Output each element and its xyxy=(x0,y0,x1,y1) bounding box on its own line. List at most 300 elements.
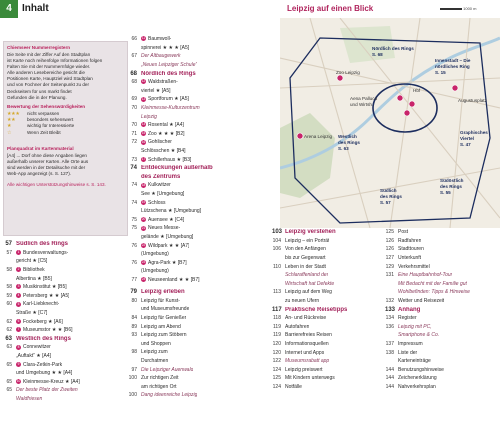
toc-entry[interactable] xyxy=(272,297,384,306)
toc-entry[interactable] xyxy=(3,317,128,326)
toc-entry[interactable] xyxy=(128,374,268,383)
toc-entry[interactable] xyxy=(128,78,268,87)
toc-entry[interactable] xyxy=(385,366,500,375)
toc-entry[interactable] xyxy=(385,228,500,237)
poi-number-badge: 17 xyxy=(141,156,146,161)
toc-section-heading[interactable] xyxy=(128,288,268,297)
page-title: Inhalt xyxy=(22,3,49,14)
toc-entry-text: Post xyxy=(398,229,409,236)
toc-entry-text: Leipzig mit PC, xyxy=(398,323,432,330)
toc-entry[interactable] xyxy=(3,395,128,404)
toc-column-3 xyxy=(272,228,384,391)
toc-entry[interactable] xyxy=(128,224,268,233)
toc-entry[interactable] xyxy=(128,112,268,121)
toc-page-number: 71 xyxy=(131,130,137,137)
toc-page-number: 66 xyxy=(131,36,137,43)
toc-entry[interactable] xyxy=(128,250,268,259)
toc-entry[interactable] xyxy=(272,237,384,246)
toc-entry-label xyxy=(285,238,329,244)
toc-entry-label xyxy=(398,255,421,261)
toc-entry-label xyxy=(141,298,180,304)
toc-entry-label xyxy=(16,344,51,350)
poi-number-badge: 3 xyxy=(17,284,20,289)
toc-entry[interactable] xyxy=(128,322,268,331)
toc-entry[interactable] xyxy=(128,331,268,340)
toc-entry[interactable] xyxy=(128,314,268,323)
toc-entry-text: Wohlbefinden: Tipps & Hinweise xyxy=(398,289,470,296)
toc-entry-label xyxy=(16,284,67,290)
toc-entry-label xyxy=(141,62,197,68)
toc-entry[interactable] xyxy=(272,374,384,383)
toc-entry-text: Der Altbaugewerk xyxy=(141,53,181,60)
toc-entry-text: Autofahren xyxy=(285,323,310,330)
toc-entry-label xyxy=(141,268,169,274)
toc-page-number: 57 xyxy=(5,241,12,248)
toc-entry[interactable] xyxy=(128,198,268,207)
toc-entry-label xyxy=(285,341,329,347)
toc-entry[interactable] xyxy=(3,292,128,301)
toc-page-number: 122 xyxy=(272,358,281,365)
toc-entry-label xyxy=(141,349,168,355)
toc-entry-label xyxy=(398,272,452,278)
toc-page-number: 75 xyxy=(131,225,137,232)
toc-entry-label xyxy=(141,191,184,197)
toc-page-number: 73 xyxy=(131,156,137,163)
toc-entry[interactable] xyxy=(385,280,500,289)
toc-entry[interactable] xyxy=(128,52,268,61)
toc-page-number: 70 xyxy=(131,105,137,112)
toc-entry-label xyxy=(398,384,436,390)
toc-entry-label xyxy=(141,324,181,330)
toc-entry-text: Die Leipziger Auenwald xyxy=(141,366,194,373)
toc-entry-label xyxy=(398,281,467,287)
toc-entry[interactable] xyxy=(128,35,268,44)
toc-entry[interactable] xyxy=(128,391,268,400)
toc-entry-text: Auensee ★ [C4] xyxy=(148,216,185,223)
toc-entry-label xyxy=(16,362,62,368)
toc-page-number: 144 xyxy=(385,383,394,390)
toc-section-heading[interactable] xyxy=(128,173,268,182)
toc-entry-label xyxy=(16,310,47,316)
toc-entry-text: Fockeberg ★ [A6] xyxy=(23,318,63,325)
toc-entry-text: Benutzungshinweise xyxy=(398,366,444,373)
toc-entry[interactable] xyxy=(385,331,500,340)
toc-entry-text: am richtigen Ort xyxy=(141,383,177,390)
toc-entry[interactable] xyxy=(128,130,268,139)
toc-entry-label xyxy=(16,267,45,273)
toc-entry[interactable] xyxy=(272,366,384,375)
toc-entry-text: Leipzig am Abend xyxy=(141,323,181,330)
toc-entry-text: und Museumsfreunde xyxy=(141,306,190,313)
toc-entry-text: Sportforum ★ [A5] xyxy=(148,96,189,103)
poi-number-badge: 14 xyxy=(141,122,146,127)
toc-entry-label xyxy=(16,276,52,282)
toc-entry-label xyxy=(141,217,184,223)
toc-entry-text: Leipzig für Genießer xyxy=(141,315,187,322)
toc-entry-label xyxy=(16,336,71,342)
toc-entry-label xyxy=(398,246,424,252)
toc-page-number: 79 xyxy=(130,289,137,296)
toc-entry[interactable] xyxy=(385,374,500,383)
legend-row: ☆ Wenn Zeit Bleibt xyxy=(7,129,61,136)
toc-entry-text: zu neuen Ufern xyxy=(285,298,320,305)
toc-entry[interactable] xyxy=(3,326,128,335)
toc-entry[interactable] xyxy=(128,258,268,267)
toc-entry-text: und Shoppen xyxy=(141,340,171,347)
toc-entry-text: Dang ideenreiche Leipzig xyxy=(141,392,198,399)
toc-entry-text: Waldstraßen- xyxy=(148,79,178,86)
toc-entry[interactable] xyxy=(272,323,384,332)
toc-entry-label xyxy=(141,225,180,231)
toc-entry[interactable] xyxy=(385,297,500,306)
toc-page-number: 77 xyxy=(131,276,137,283)
toc-entry[interactable] xyxy=(385,271,500,280)
toc-entry-label xyxy=(285,246,326,252)
poi-number-badge: 8 xyxy=(17,344,20,349)
toc-entry-text: Impressum xyxy=(398,341,423,348)
toc-entry-text: Leipzig erleben xyxy=(141,289,185,296)
toc-entry-text: Zur richtigen Zeit xyxy=(141,375,179,382)
poi-number-badge: 1 xyxy=(17,250,20,255)
toc-entry[interactable] xyxy=(3,300,128,309)
toc-page-number: 144 xyxy=(385,366,394,373)
plan-body: [A4] ... Dorf ohne diese Angaben liegen außerhalb unserer Karten. Alle Orte aus sind werden in der Detailsuche mit der Web-App angezeigt (s. S. 127). xyxy=(7,153,89,177)
toc-entry[interactable] xyxy=(128,241,268,250)
toc-page-number: 74 xyxy=(131,182,137,189)
toc-page-number: 127 xyxy=(385,255,394,262)
toc-entry[interactable] xyxy=(272,331,384,340)
toc-entry-label xyxy=(141,315,186,321)
toc-entry[interactable] xyxy=(385,262,500,271)
toc-page-number: 103 xyxy=(272,229,283,236)
toc-entry-text: Anhang xyxy=(398,306,421,313)
toc-page-number: 133 xyxy=(385,306,396,313)
toc-page-number: 100 xyxy=(128,375,137,382)
toc-entry[interactable] xyxy=(128,190,268,199)
toc-entry[interactable] xyxy=(272,280,384,289)
toc-entry[interactable] xyxy=(128,383,268,392)
poi-number-badge: 6 xyxy=(17,318,20,323)
toc-entry-label xyxy=(141,384,177,390)
toc-entry[interactable] xyxy=(128,104,268,113)
toc-page-number: 62 xyxy=(6,318,12,325)
toc-entry-text: „Neues Leipziger Schule“ xyxy=(141,62,198,69)
toc-entry-text: Kleinmesse-Kulturzentrum xyxy=(141,105,200,112)
toc-entry-text: des Zentrums xyxy=(141,173,181,180)
poi-number-badge: 21 xyxy=(141,225,146,230)
toc-section-heading[interactable] xyxy=(3,335,128,344)
toc-entry-label xyxy=(141,306,189,312)
toc-entry-label xyxy=(398,315,417,321)
toc-entry[interactable] xyxy=(385,340,500,349)
toc-entry-text: Leben in der Stadt xyxy=(285,263,326,270)
toc-entry[interactable] xyxy=(385,288,500,297)
toc-page-number: 120 xyxy=(272,341,281,348)
toc-entry-label xyxy=(16,258,47,264)
toc-entry[interactable] xyxy=(272,288,384,297)
poi-number-badge: 12 xyxy=(141,79,146,84)
toc-entry-label xyxy=(285,255,326,261)
toc-entry[interactable] xyxy=(3,274,128,283)
toc-section-heading[interactable] xyxy=(272,228,384,237)
toc-section-heading[interactable] xyxy=(385,305,500,314)
poi-number-badge: 18 xyxy=(141,182,146,187)
toc-entry-label xyxy=(398,229,408,235)
toc-entry-label xyxy=(141,105,200,111)
map-label: Zoo Leipzig xyxy=(336,70,360,75)
toc-page-number: 132 xyxy=(385,298,394,305)
toc-page-number: 76 xyxy=(131,242,137,249)
toc-entry-text: Baumwoll- xyxy=(148,36,172,43)
toc-entry[interactable] xyxy=(3,386,128,395)
toc-entry[interactable] xyxy=(128,365,268,374)
toc-page-number: 57 xyxy=(6,249,12,256)
toc-entry-text: spinnerei ★ ★ ★ [A5] xyxy=(141,44,190,51)
toc-entry-label xyxy=(398,341,423,347)
toc-entry-label xyxy=(285,229,336,235)
toc-entry[interactable] xyxy=(385,254,500,263)
toc-entry-text: Clara-Zetkin-Park xyxy=(23,361,63,368)
toc-entry-label xyxy=(141,88,171,94)
toc-page-number: 74 xyxy=(131,199,137,206)
toc-entry[interactable] xyxy=(128,155,268,164)
toc-page-number: 68 xyxy=(130,70,137,77)
toc-entry-text: Neues Messe- xyxy=(148,225,181,232)
toc-entry[interactable] xyxy=(272,383,384,392)
city-map[interactable] xyxy=(280,18,500,228)
toc-entry-label xyxy=(141,165,213,171)
toc-entry[interactable] xyxy=(3,369,128,378)
toc-entry-label xyxy=(285,264,326,270)
toc-page-number: 63 xyxy=(5,335,12,342)
toc-entry-text: Zeichenerklärung xyxy=(398,375,437,382)
toc-column-1 xyxy=(3,240,128,403)
poi-number-badge: 9 xyxy=(17,361,20,366)
toc-entry-text: Connewitzer xyxy=(23,344,51,351)
toc-section-heading[interactable] xyxy=(128,69,268,78)
toc-entry-label xyxy=(285,324,309,330)
toc-entry-text: Schlaraffenland der xyxy=(285,272,329,279)
toc-entry-label xyxy=(398,289,470,295)
toc-page-number: 80 xyxy=(131,297,137,304)
toc-entry[interactable] xyxy=(3,283,128,292)
toc-entry-text: Westlich des Rings xyxy=(16,335,71,342)
toc-entry[interactable] xyxy=(3,266,128,275)
toc-page-number: 65 xyxy=(6,361,12,368)
toc-entry[interactable] xyxy=(385,237,500,246)
toc-entry-text: Wildpark ★ ★ [A7] xyxy=(148,242,190,249)
toc-entry-label xyxy=(141,358,168,364)
toc-entry[interactable] xyxy=(128,61,268,70)
toc-entry-label xyxy=(141,200,166,206)
toc-entry[interactable] xyxy=(128,297,268,306)
toc-entry[interactable] xyxy=(385,323,500,332)
toc-entry[interactable] xyxy=(272,262,384,271)
toc-entry[interactable] xyxy=(385,245,500,254)
toc-entry-text: Bibliothek xyxy=(23,267,45,274)
toc-entry[interactable] xyxy=(272,245,384,254)
toc-entry-label xyxy=(141,392,197,398)
toc-entry-label xyxy=(141,341,171,347)
toc-page-number: 131 xyxy=(385,272,394,279)
toc-entry[interactable] xyxy=(128,181,268,190)
toc-section-heading[interactable] xyxy=(128,164,268,173)
toc-entry-text: Schlösschen ★ [B4] xyxy=(141,148,186,155)
toc-entry-text: Durchatmen xyxy=(141,358,169,365)
toc-entry-label xyxy=(141,114,157,120)
toc-page-number: 124 xyxy=(272,366,281,373)
toc-entry-label xyxy=(398,298,444,304)
toc-entry-text: Neuseenland ★ ★ [B7] xyxy=(148,276,200,283)
toc-entry-label xyxy=(141,79,178,85)
toc-section-heading[interactable] xyxy=(3,240,128,249)
toc-entry[interactable] xyxy=(128,357,268,366)
toc-entry-text: Entdeckungen außerhalb xyxy=(141,165,213,172)
poi-number-badge: 20 xyxy=(141,216,146,221)
toc-page-number: 68 xyxy=(131,79,137,86)
toc-entry-label xyxy=(141,260,187,266)
toc-entry-label xyxy=(141,36,171,42)
toc-entry-text: Smartphone & Co. xyxy=(398,332,440,339)
toc-entry-label xyxy=(285,367,323,373)
toc-entry-text: Leipzig preiswert xyxy=(285,366,323,373)
toc-entry-text: Unterkunft xyxy=(398,255,422,262)
toc-page-number: 63 xyxy=(6,344,12,351)
toc-entry[interactable] xyxy=(3,378,128,387)
poi-number-badge: 7 xyxy=(17,327,20,332)
toc-entry-text: Karteneinträge xyxy=(398,358,431,365)
toc-entry[interactable] xyxy=(128,147,268,156)
toc-page-number: 97 xyxy=(131,366,137,373)
toc-page-number: 144 xyxy=(385,375,394,382)
toc-entry-label xyxy=(141,139,172,145)
toc-entry[interactable] xyxy=(128,276,268,285)
toc-entry[interactable] xyxy=(128,44,268,53)
toc-page-number: 100 xyxy=(128,392,137,399)
toc-page-number: 76 xyxy=(131,259,137,266)
toc-page-number: 137 xyxy=(385,341,394,348)
toc-entry[interactable] xyxy=(128,340,268,349)
info-box xyxy=(3,41,128,236)
toc-entry[interactable] xyxy=(3,343,128,352)
toc-page-number: 65 xyxy=(6,378,12,385)
toc-entry-text: Musikinstitut ★ [B5] xyxy=(23,284,67,291)
web-note: Alle wichtigen Unterstützungshinweise s. S. 143. xyxy=(7,182,106,187)
toc-entry-label xyxy=(285,298,319,304)
toc-entry[interactable] xyxy=(272,357,384,366)
toc-entry-label xyxy=(398,358,431,364)
map-label: Augustusplatz xyxy=(458,98,487,103)
toc-entry-label xyxy=(285,375,335,381)
toc-entry-label xyxy=(285,281,334,287)
toc-entry[interactable] xyxy=(385,357,500,366)
toc-entry-label xyxy=(141,277,200,283)
toc-entry-text: Praktische Reisetipps xyxy=(285,306,348,313)
toc-entry-text: Liste der xyxy=(398,349,418,356)
toc-entry-text: See ★ [Umgebung] xyxy=(141,190,185,197)
toc-entry-text: Schillerhaus ★ [B3] xyxy=(148,156,192,163)
toc-entry[interactable] xyxy=(3,309,128,318)
toc-entry-label xyxy=(141,174,180,180)
toc-entry-label xyxy=(141,71,196,77)
toc-entry[interactable] xyxy=(128,215,268,224)
toc-entry-label xyxy=(398,367,444,373)
toc-page-number: 74 xyxy=(130,165,137,172)
toc-page-number: 110 xyxy=(273,263,281,270)
toc-entry-text: Zoo ★ ★ ★ [B2] xyxy=(148,130,185,137)
toc-entry[interactable] xyxy=(128,207,268,216)
toc-entry[interactable] xyxy=(272,271,384,280)
toc-page-number: 62 xyxy=(6,327,12,334)
legend-row: ★ wichtig für Interessierte xyxy=(7,123,75,130)
toc-entry-label xyxy=(285,350,324,356)
toc-entry[interactable] xyxy=(128,348,268,357)
toc-page-number: 59 xyxy=(6,292,12,299)
page-number: 4 xyxy=(0,0,18,18)
toc-entry-label xyxy=(141,289,185,295)
toc-page-number: 119 xyxy=(273,332,281,339)
toc-entry[interactable] xyxy=(3,257,128,266)
toc-entry-text: Schloss xyxy=(148,199,166,206)
toc-entry-text: gericht ★ [C5] xyxy=(16,258,48,265)
poi-number-badge: 19 xyxy=(141,199,146,204)
toc-entry[interactable] xyxy=(128,267,268,276)
toc-entry[interactable] xyxy=(272,254,384,263)
toc-entry-label xyxy=(398,238,421,244)
toc-entry[interactable] xyxy=(3,249,128,258)
toc-entry[interactable] xyxy=(128,305,268,314)
toc-entry-text: Wirtschaft hat Defekte xyxy=(285,280,335,287)
toc-entry[interactable] xyxy=(3,352,128,361)
toc-page-number: 69 xyxy=(131,96,137,103)
toc-entry-text: Museumstor ★ ★ [B6] xyxy=(23,327,73,334)
toc-column-4 xyxy=(385,228,500,391)
toc-entry[interactable] xyxy=(272,314,384,323)
toc-section-heading[interactable] xyxy=(272,305,384,314)
poi-number-badge: 11 xyxy=(141,36,146,41)
toc-entry-text: Leipzig auf dem Weg xyxy=(285,289,332,296)
toc-entry-text: (Umgebung) xyxy=(141,268,169,275)
toc-entry[interactable] xyxy=(272,340,384,349)
toc-entry[interactable] xyxy=(128,87,268,96)
toc-entry[interactable] xyxy=(385,348,500,357)
toc-entry-text: Bundesverwaltungs- xyxy=(23,249,69,256)
toc-entry-label xyxy=(16,370,72,376)
toc-entry[interactable] xyxy=(128,233,268,242)
toc-entry-label xyxy=(141,367,193,373)
toc-entry-text: gelände ★ [Umgebung] xyxy=(141,233,194,240)
toc-entry[interactable] xyxy=(385,383,500,392)
toc-entry-label xyxy=(285,332,332,338)
toc-page-number: 118 xyxy=(273,315,281,322)
toc-entry-text: Mit Bedacht mit der Familie gut xyxy=(398,280,467,287)
toc-entry[interactable] xyxy=(128,95,268,104)
toc-entry-text: Waldfriesen xyxy=(16,395,43,402)
toc-entry-label xyxy=(141,53,181,59)
toc-entry-text: Leipzig xyxy=(141,113,157,120)
toc-entry-text: Karl-Liebknecht- xyxy=(23,301,60,308)
toc-entry-text: Petersberg ★ ★ [A5] xyxy=(23,292,70,299)
map-label: Arena Leipzig xyxy=(304,134,333,139)
toc-entry[interactable] xyxy=(385,314,500,323)
toc-page-number: 93 xyxy=(131,332,137,339)
toc-entry[interactable] xyxy=(3,360,128,369)
toc-entry[interactable] xyxy=(128,121,268,130)
toc-entry-label xyxy=(16,301,59,307)
toc-entry[interactable] xyxy=(272,348,384,357)
toc-page-number: 58 xyxy=(6,284,12,291)
toc-entry[interactable] xyxy=(128,138,268,147)
